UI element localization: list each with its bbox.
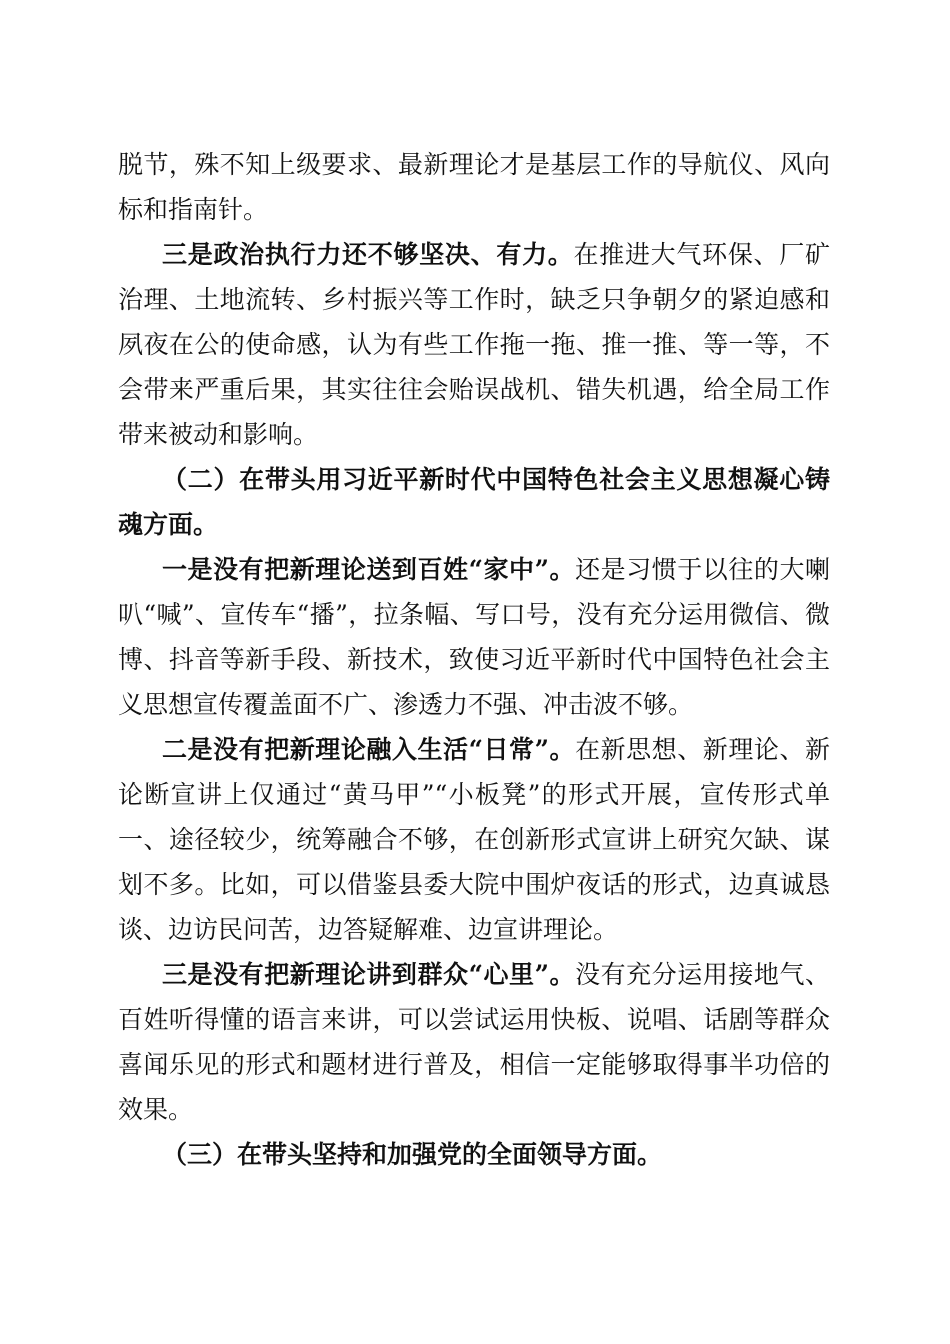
document-body: [118, 142, 830, 1177]
paragraph-text: 没有充分运用接地气、百姓听得懂的语言来讲，可以尝试运用快板、说唱、话剧等群众喜闻乐见的形式和题材进行普及，相信一定能够取得事半功倍的效果。: [118, 960, 830, 1124]
paragraph-text: 还是习惯于以往的大喇叭“喊”、宣传车“播”，拉条幅、写口号，没有充分运用微信、微博、抖音等新手段、新技术，致使习近平新时代中国特色社会主义思想宣传覆盖面不广、渗透力不强、冲击波不够。: [118, 555, 830, 719]
paragraph-lead: 二是没有把新理论融入生活“日常”。: [162, 735, 576, 764]
paragraph-continuation: [118, 142, 830, 232]
paragraph-text: 脱节，殊不知上级要求、最新理论才是基层工作的导航仪、风向标和指南针。: [118, 150, 830, 224]
paragraph-lead: 三是政治执行力还不够坚决、有力。: [162, 240, 574, 269]
paragraph-political-execution: [118, 232, 830, 457]
paragraph-lead: 三是没有把新理论讲到群众“心里”。: [162, 960, 576, 989]
section-heading-3: （三）在带头坚持和加强党的全面领导方面。: [162, 1140, 663, 1169]
paragraph-theory-to-homes: [118, 547, 830, 727]
paragraph-lead: 一是没有把新理论送到百姓“家中”。: [162, 555, 576, 584]
paragraph-theory-to-hearts: [118, 952, 830, 1132]
paragraph-text: 在新思想、新理论、新论断宣讲上仅通过“黄马甲”“小板凳”的形式开展，宣传形式单一、途径较少，统筹融合不够，在创新形式宣讲上研究欠缺、谋划不多。比如，可以借鉴县委大院中围炉夜话的形式，边真诚恳谈、边访民问苦，边答疑解难、边宣讲理论。: [118, 735, 830, 944]
paragraph-text: 在推进大气环保、厂矿治理、土地流转、乡村振兴等工作时，缺乏只争朝夕的紧迫感和夙夜在公的使命感，认为有些工作拖一拖、推一推、等一等，不会带来严重后果，其实往往会贻误战机、错失机遇，给全局工作带来被动和影响。: [118, 240, 830, 449]
section-heading-2: （二）在带头用习近平新时代中国特色社会主义思想凝心铸魂方面。: [118, 465, 830, 539]
paragraph-theory-into-life: [118, 727, 830, 952]
